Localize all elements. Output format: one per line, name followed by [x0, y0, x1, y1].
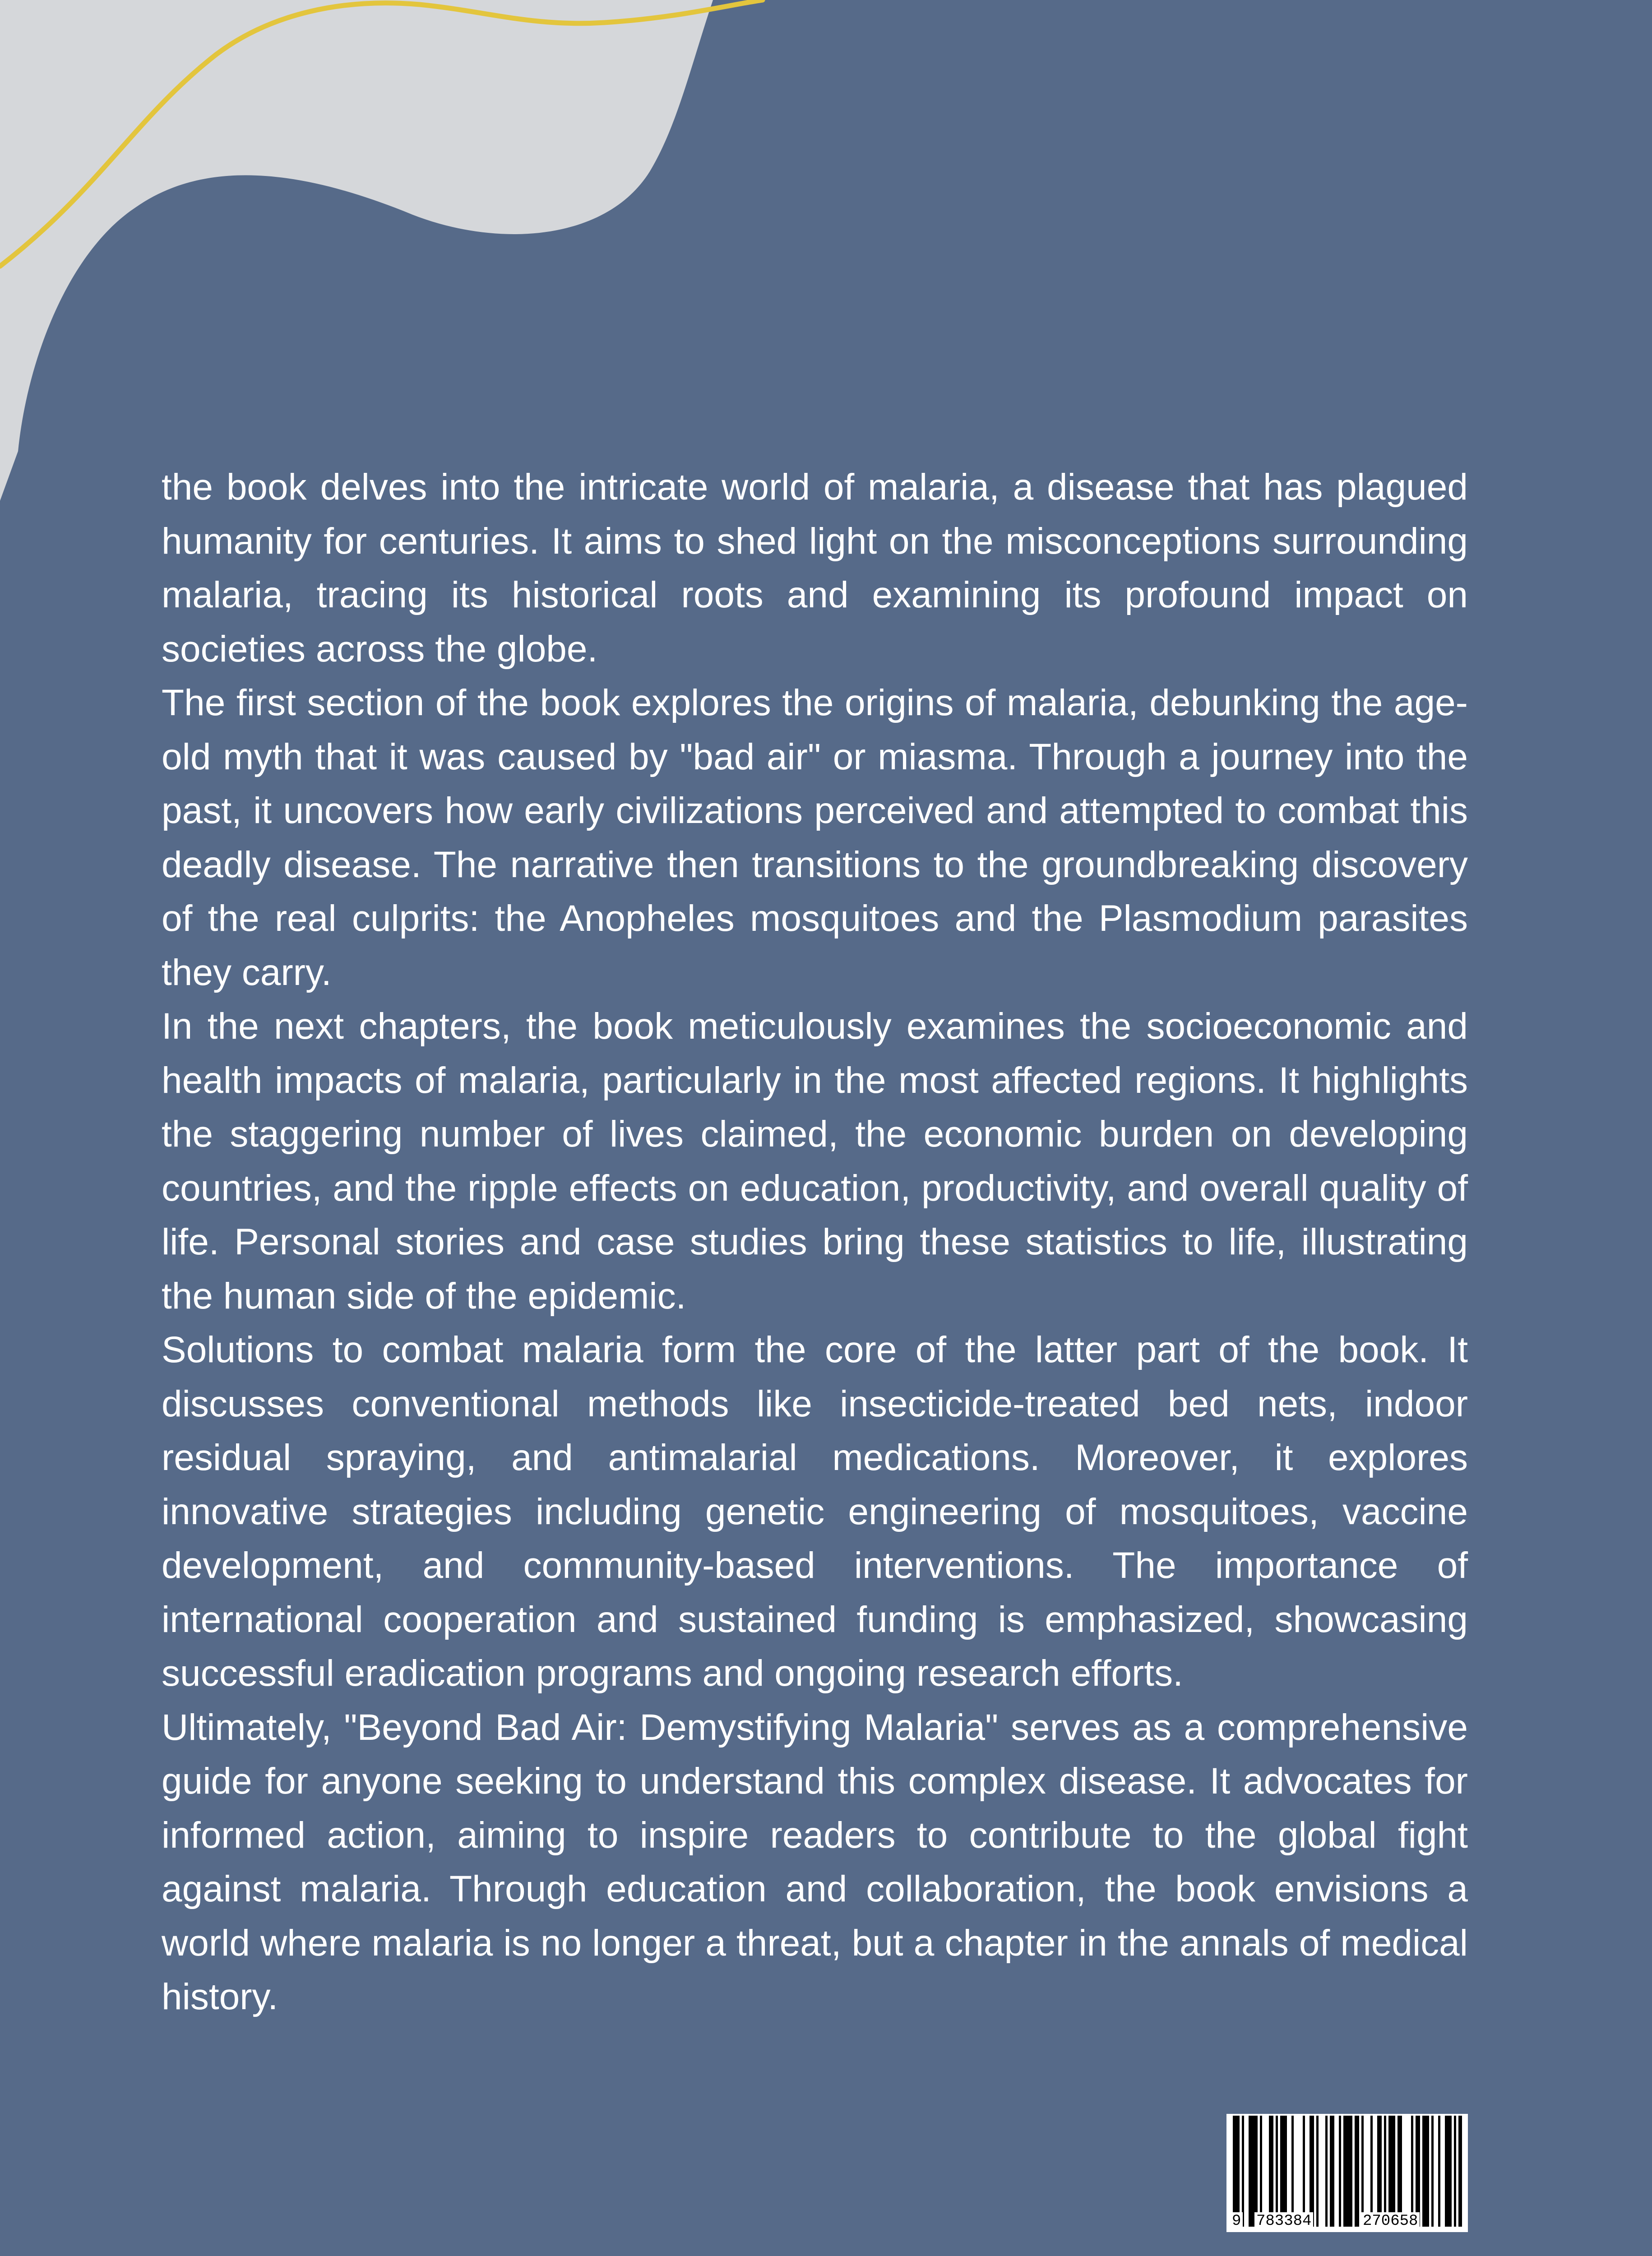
blurb-paragraph-5: Ultimately, "Beyond Bad Air: Demystifying Malaria" serves as a comprehensive guide for anyone seeking to understand this complex disease. It advocates for informed action, aiming to inspire readers to contribute to the global fight against malaria. Through education and collaboration, the book envisions a world where malaria is no longer a threat, but a chapter in the annals of medical history.	[162, 1706, 1468, 2017]
barcode-bar	[1276, 2116, 1278, 2227]
barcode-bar	[1361, 2116, 1364, 2227]
barcode-bar	[1454, 2116, 1456, 2227]
isbn-barcode	[1226, 2114, 1468, 2232]
barcode-bar	[1339, 2116, 1341, 2227]
barcode-bar	[1416, 2116, 1420, 2227]
barcode-bar	[1249, 2116, 1258, 2227]
barcode-right-group: 270658	[1361, 2212, 1420, 2230]
barcode-bar	[1291, 2116, 1294, 2227]
blurb-paragraph-3: In the next chapters, the book meticulously examines the socioeconomic and health impacts of malaria, particularly in the most affected regions. It highlights the staggering number of lives claimed, the economic burden on developing countries, and the ripple effects on education, productivity, and overall quality of life. Personal stories and case studies bring these statistics to life, illustrating the human side of the epidemic.	[162, 1006, 1468, 1317]
barcode-bar	[1269, 2116, 1273, 2227]
barcode-bar	[1445, 2116, 1452, 2227]
barcode-left-group: 783384	[1254, 2212, 1313, 2230]
barcode-first-digit: 9	[1230, 2212, 1243, 2230]
barcode-bar	[1377, 2116, 1382, 2227]
barcode-bar	[1384, 2116, 1386, 2227]
barcode-bar	[1280, 2116, 1287, 2227]
barcode-bar	[1310, 2116, 1314, 2227]
back-cover-blurb	[162, 460, 1468, 2024]
barcode-bar	[1325, 2116, 1328, 2227]
barcode-bar	[1388, 2116, 1395, 2227]
barcode-bar	[1242, 2116, 1244, 2227]
barcode-bar	[1303, 2116, 1305, 2227]
blurb-paragraph-1: the book delves into the intricate world of malaria, a disease that has plagued humanity for centuries. It aims to shed light on the misconceptions surrounding malaria, tracing its historical roots and examining its profound impact on societies across the globe.	[162, 467, 1468, 670]
barcode-bar	[1458, 2116, 1462, 2227]
barcode-bar	[1438, 2116, 1440, 2227]
barcode-bar	[1422, 2116, 1429, 2227]
barcode-bar	[1397, 2116, 1402, 2227]
barcode-bar	[1431, 2116, 1434, 2227]
barcode-bar	[1355, 2116, 1359, 2227]
barcode-bar	[1316, 2116, 1319, 2227]
barcode-bar	[1343, 2116, 1352, 2227]
barcode-digits	[1226, 2212, 1468, 2230]
barcode-bar	[1260, 2116, 1262, 2227]
barcode-bar	[1370, 2116, 1373, 2227]
barcode-bar	[1233, 2116, 1240, 2227]
barcode-bar	[1411, 2116, 1413, 2227]
barcode-bar	[1330, 2116, 1334, 2227]
corner-blob	[0, 0, 713, 501]
blurb-paragraph-2: The first section of the book explores the origins of malaria, debunking the age-old myth that it was caused by "bad air" or miasma. Through a journey into the past, it uncovers how early civilizations perceived and attempted to combat this deadly disease. The narrative then transitions to the groundbreaking discovery of the real culprits: the Anopheles mosquitoes and the Plasmodium parasites they carry.	[162, 682, 1468, 993]
blurb-paragraph-4: Solutions to combat malaria form the core of the latter part of the book. It discusses conventional methods like insecticide-treated bed nets, indoor residual spraying, and antimalarial medications. Moreover, it explores innovative strategies including genetic engineering of mosquitoes, vaccine development, and community-based interventions. The importance of international cooperation and sustained funding is emphasized, showcasing successful eradication programs and ongoing research efforts.	[162, 1329, 1468, 1694]
